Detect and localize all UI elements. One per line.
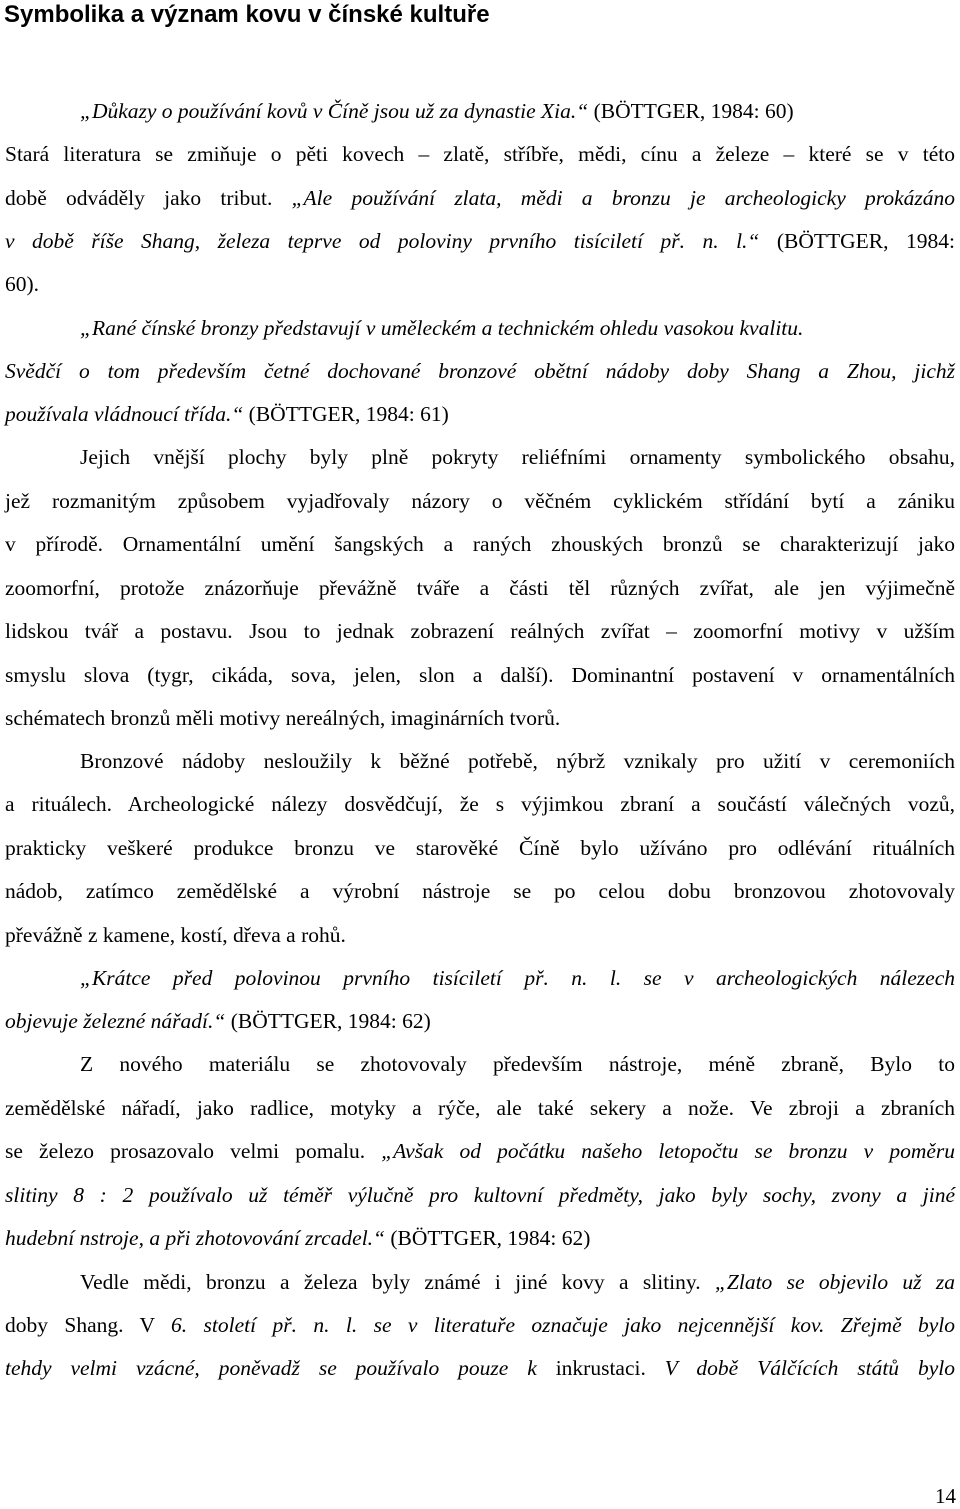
body-text-segment: Stará literatura se zmiňuje o pěti kovech – zlatě, stříbře, mědi, cínu a železe – které se v této (5, 142, 955, 166)
text-line (5, 573, 955, 617)
quoted-text: používala vládnoucí třída.“ (5, 402, 244, 426)
text-line (5, 183, 955, 227)
body-text-segment: inkrustaci. (555, 1356, 665, 1380)
body-text-segment: jež rozmanitým způsobem vyjadřovaly názory o věčném cyklickém střídání bytí a zániku (5, 489, 955, 513)
body-text-segment: převážně z kamene, kostí, dřeva a rohů. (5, 923, 346, 947)
body-text-segment: Bronzové nádoby nesloužily k běžné potřebě, nýbrž vznikaly pro užití v ceremoniích (80, 749, 955, 773)
body-text-segment: a rituálech. Archeologické nálezy dosvědčují, že s výjimkou zbraní a součástí válečných vozů, (5, 792, 955, 816)
body-text-segment: (BÖTTGER, 1984: 60) (588, 99, 794, 123)
text-line (5, 1136, 955, 1180)
body-text-segment: Z nového materiálu se zhotovovaly především nástroje, méně zbraně, Bylo to (80, 1052, 955, 1076)
body-text-segment: se železo prosazovalo velmi pomalu. (5, 1139, 382, 1163)
section-heading: Symbolika a význam kovu v čínské kultuře (4, 1, 490, 28)
text-line (5, 226, 955, 270)
quoted-text: 6. století př. n. l. se v literatuře označuje jako nejcennější kov. Zřejmě bylo (171, 1313, 956, 1337)
quoted-text: „Zlato se objevilo už za (714, 1270, 955, 1294)
text-line (5, 399, 955, 443)
text-line (5, 703, 955, 747)
body-text-segment: lidskou tvář a postavu. Jsou to jednak zobrazení reálných zvířat – zoomorfní motivy v užším (5, 619, 955, 643)
quoted-text: V době Válčících států bylo (664, 1356, 955, 1380)
text-line (5, 833, 955, 877)
quoted-text: „Rané čínské bronzy představují v uměleckém a technickém ohledu vasokou kvalitu. (80, 316, 804, 340)
body-text-segment: prakticky veškeré produkce bronzu ve starověké Číně bylo užíváno pro odlévání rituálních (5, 836, 955, 860)
body-text-segment: v přírodě. Ornamentální umění šangských a raných zhouských bronzů se charakterizují jako (5, 532, 955, 556)
body-text-segment: nádob, zatímco zemědělské a výrobní nástroje se po celou dobu bronzovou zhotovovaly (5, 879, 955, 903)
body-text-segment: smyslu slova (tygr, cikáda, sova, jelen, slon a další). Dominantní postavení v ornamentálních (5, 663, 955, 687)
quoted-text: tehdy velmi vzácné, poněvadž se používalo pouze k (5, 1356, 556, 1380)
text-line (5, 269, 955, 313)
body-text-segment: zoomorfní, protože znázorňuje převážně tváře a části těl různých zvířat, ale jen výjimečně (5, 576, 955, 600)
body-text-segment: zemědělské nářadí, jako radlice, motyky a rýče, ale také sekery a nože. Ve zbroji a zbraních (5, 1096, 955, 1120)
quoted-text: v době říše Shang, železa teprve od poloviny prvního tisíciletí př. n. l.“ (5, 229, 760, 253)
text-line (80, 746, 955, 790)
text-line (80, 1049, 955, 1093)
body-text-segment: Jejich vnější plochy byly plně pokryty reliéfními ornamenty symbolického obsahu, (80, 445, 955, 469)
text-line (5, 660, 955, 704)
body-text-segment: (BÖTTGER, 1984: 62) (385, 1226, 591, 1250)
text-line (5, 356, 955, 400)
body-text-segment: době odváděly jako tribut. (5, 186, 292, 210)
body-text-segment: doby Shang. V (5, 1313, 172, 1337)
quoted-text: „Krátce před polovinou prvního tisíciletí př. n. l. se v archeologických nálezech (80, 966, 955, 990)
text-line (5, 1180, 955, 1224)
body-text-segment: (BÖTTGER, 1984: (759, 229, 955, 253)
body-text-segment: (BÖTTGER, 1984: 61) (243, 402, 449, 426)
text-line (80, 96, 955, 140)
text-line (5, 1093, 955, 1137)
text-line (5, 1006, 955, 1050)
text-line (5, 1310, 955, 1354)
text-line (5, 486, 955, 530)
text-line (5, 616, 955, 660)
quoted-text: „Avšak od počátku našeho letopočtu se bronzu v poměru (381, 1139, 955, 1163)
quoted-text: slitiny 8 : 2 používalo už téměř výlučně pro kultovní předměty, jako byly sochy, zvony a jiné (5, 1183, 955, 1207)
body-text-segment: Vedle mědi, bronzu a železa byly známé i jiné kovy a slitiny. (80, 1270, 715, 1294)
text-line (80, 313, 955, 357)
text-line (80, 1267, 955, 1311)
quoted-text: objevuje železné nářadí.“ (5, 1009, 226, 1033)
text-line (5, 139, 955, 183)
text-line (5, 920, 955, 964)
quoted-text: „Ale používání zlata, mědi a bronzu je archeologicky prokázáno (291, 186, 955, 210)
text-line (5, 1223, 955, 1267)
quoted-text: hudební nstroje, a při zhotovování zrcadel.“ (5, 1226, 386, 1250)
text-line (80, 963, 955, 1007)
text-line (5, 789, 955, 833)
page-number: 14 (935, 1484, 956, 1508)
body-text-segment: schématech bronzů měli motivy nereálných, imaginárních tvorů. (5, 706, 561, 730)
quoted-text: Svědčí o tom především četné dochované bronzové obětní nádoby doby Shang a Zhou, jichž (5, 359, 955, 383)
text-line (5, 876, 955, 920)
body-text-segment: (BÖTTGER, 1984: 62) (225, 1009, 431, 1033)
text-line (5, 1353, 955, 1397)
quoted-text: „Důkazy o používání kovů v Číně jsou už za dynastie Xia.“ (80, 99, 589, 123)
body-text-segment: 60). (5, 272, 40, 296)
text-line (80, 442, 955, 486)
text-line (5, 529, 955, 573)
